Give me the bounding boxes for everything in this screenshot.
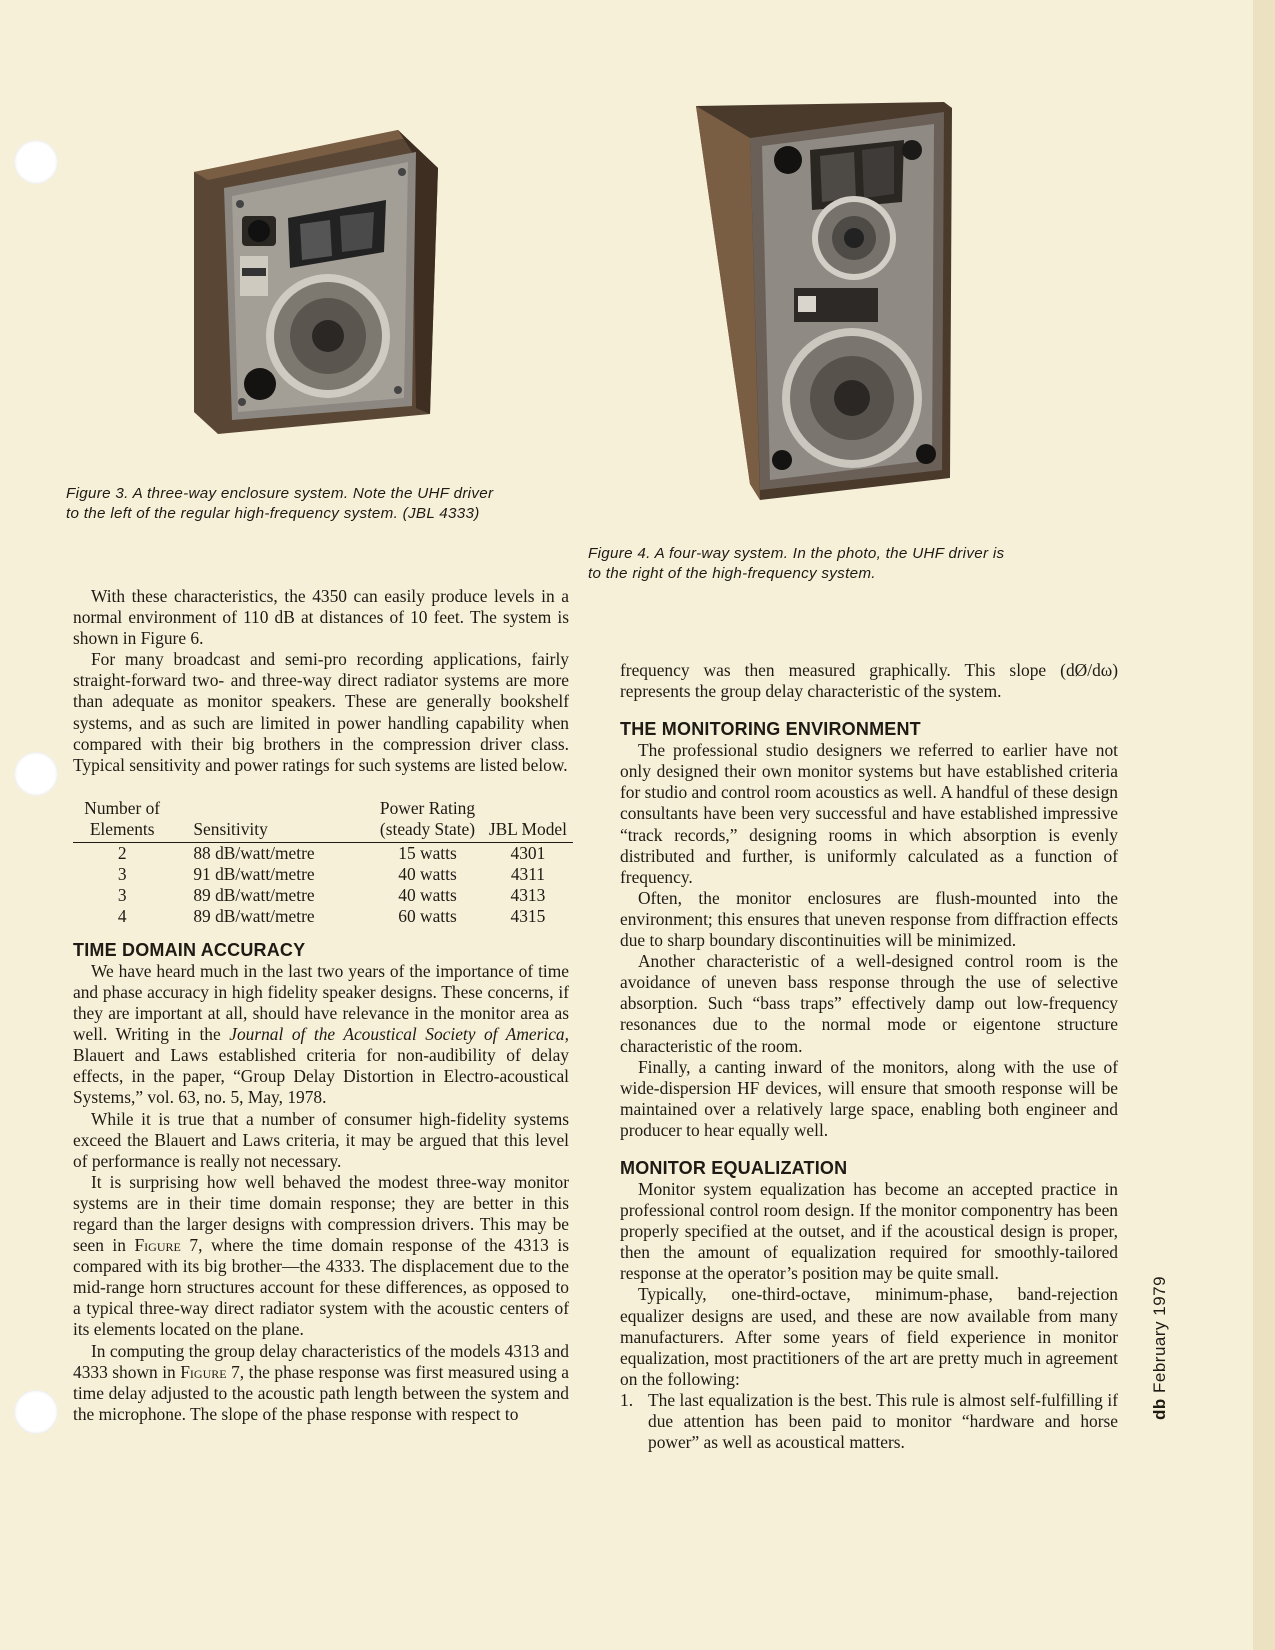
paragraph: Often, the monitor enclosures are flush-mounted into the environment; this ensures that uneven response from diffraction effects due to sharp boundary discontinuities will be minimized. (620, 887, 1118, 951)
numbered-list (620, 1390, 1118, 1453)
paragraph: Monitor system equalization has become an accepted practice in professional control room design. If the monitor componentry has been properly specified at the outset, and if the acoustical design is proper, then the amount of equalization required for smoothly-tailored response at the operator’s position may be quite small. (620, 1178, 1118, 1284)
binder-hole (14, 140, 58, 184)
journal-title: Journal of the Acoustical Society of America, (229, 1024, 569, 1045)
figure4-caption: Figure 4. A four-way system. In the photo, the UHF driver is to the right of the high-frequency system. (588, 545, 1005, 582)
table-cell: 4315 (510, 905, 546, 926)
table-header: Sensitivity (171, 798, 372, 843)
right-column (620, 660, 1118, 1453)
table-row (73, 906, 573, 927)
section-heading-monitor-equalization: MONITOR EQUALIZATION (620, 1157, 848, 1178)
table-cell: 88 dB/watt/metre (193, 842, 315, 863)
paragraph: Finally, a canting inward of the monitors, along with the use of wide-dispersion HF devices, will ensure that smooth response will be maintained over a relatively large space, enabling both engineer and producer to hear equally well. (620, 1056, 1118, 1140)
table-header: Number of Elements (73, 798, 171, 843)
figure3-speaker-photo (180, 128, 452, 438)
paragraph: In computing the group delay characteristics of the models 4313 and 4333 shown in Figure 7, the phase response was first measured using a time delay adjusted to the acoustic path length between the system and the microphone. The slope of the phase response with respect to (73, 1340, 569, 1424)
table-header: Power Rating (steady State) (372, 798, 483, 843)
issue-date: February 1979 (1150, 1275, 1169, 1393)
table-row (73, 885, 573, 906)
left-column (73, 586, 569, 1425)
paragraph: frequency was then measured graphically. This slope (dØ/dω) represents the group delay characteristic of the system. (620, 660, 1118, 702)
page-edge (1253, 0, 1275, 1650)
list-item: 1. The last equalization is the best. This rule is almost self-fulfilling if due attention has been paid to monitor “hardware and horse power” as well as acoustical matters. (620, 1389, 1118, 1453)
table-cell: 91 dB/watt/metre (193, 863, 315, 884)
paragraph: Typically, one-third-octave, minimum-phase, band-rejection equalizer designs are used, and these are now available from many manufacturers. After some years of field experience in monitor equalization, most practitioners of the art are pretty much in agreement on the following: (620, 1284, 1118, 1389)
figure4-speaker-photo (690, 98, 960, 508)
paragraph: With these characteristics, the 4350 can easily produce levels in a normal environment of 110 dB at distances of 10 feet. The system is shown in Figure 6. (73, 586, 569, 649)
table-header-row (73, 798, 573, 843)
table-cell: 60 watts (398, 905, 457, 926)
table-row (73, 864, 573, 885)
table-header: JBL Model (483, 798, 573, 843)
figure3-caption: Figure 3. A three-way enclosure system. Note the UHF driver to the left of the regular high-frequency system. (JBL 4333) (66, 485, 494, 522)
table-cell: 2 (117, 842, 127, 863)
table-cell: 4311 (510, 863, 545, 884)
table-cell: 40 watts (398, 884, 457, 905)
section-heading-time-domain: TIME DOMAIN ACCURACY (73, 939, 306, 960)
paragraph: We have heard much in the last two years of the importance of time and phase accuracy in high fidelity speaker designs. These concerns, if they are important at all, should have relevance in the monitor area as well. Writing in the Journal of the Acoustical Society of America, Blauert and Laws established criteria for non-audibility of delay effects, in the paper, “Group Delay Distortion in Electro-acoustical Systems,” vol. 63, no. 5, May, 1978. (73, 960, 569, 1108)
table-cell: 3 (117, 863, 127, 884)
table-cell: 3 (117, 884, 127, 905)
table-cell: 4 (117, 905, 127, 926)
table-cell: 40 watts (398, 863, 457, 884)
table-cell: 4301 (510, 842, 546, 863)
magazine-name: db (1150, 1398, 1169, 1420)
table-cell: 15 watts (398, 842, 457, 863)
binder-hole (14, 752, 58, 796)
paragraph: For many broadcast and semi-pro recording applications, fairly straight-forward two- and three-way direct radiator systems are more than adequate as monitor speakers. These are generally bookshelf systems, and as such are limited in power handling capability when compared with their big brothers in the compression driver class. Typical sensitivity and power ratings for such systems are listed below. (73, 649, 569, 775)
binder-hole (14, 1390, 58, 1434)
table-row (73, 842, 573, 864)
paragraph: The professional studio designers we referred to earlier have not only designed their own monitor systems but have established criteria for studio and control room acoustics as well. A handful of these design consultants have been very successful and have established impressive “track records,” designing rooms in which absorption is evenly distributed and further, is uniformly calculated as a function of frequency. (620, 740, 1118, 887)
paragraph: Another characteristic of a well-designed control room is the avoidance of uneven bass response through the use of selective absorption. Such “bass traps” effectively damp out low-frequency resonances due to the normal mode or eigentone structure characteristic of the room. (620, 951, 1118, 1056)
paragraph: It is surprising how well behaved the modest three-way monitor systems are in their time domain response; they are better in this regard than the larger designs with compression drivers. This may be seen in Figure 7, where the time domain response of the 4313 is compared with its big brother—the 4333. The displacement due to the mid-range horn structures account for these differences, as opposed to a typical three-way direct radiator system with the acoustic centers of its elements located on the plane. (73, 1171, 569, 1340)
section-heading-monitoring-environment: THE MONITORING ENVIRONMENT (620, 719, 921, 740)
paragraph: While it is true that a number of consumer high-fidelity systems exceed the Blauert and Laws criteria, it may be argued that this level of performance is really not necessary. (73, 1108, 569, 1171)
table-cell: 4313 (510, 884, 546, 905)
sensitivity-table (73, 798, 573, 927)
table-cell: 89 dB/watt/metre (193, 905, 315, 926)
magazine-date-sidebar (1150, 1276, 1170, 1420)
table-cell: 89 dB/watt/metre (193, 884, 315, 905)
